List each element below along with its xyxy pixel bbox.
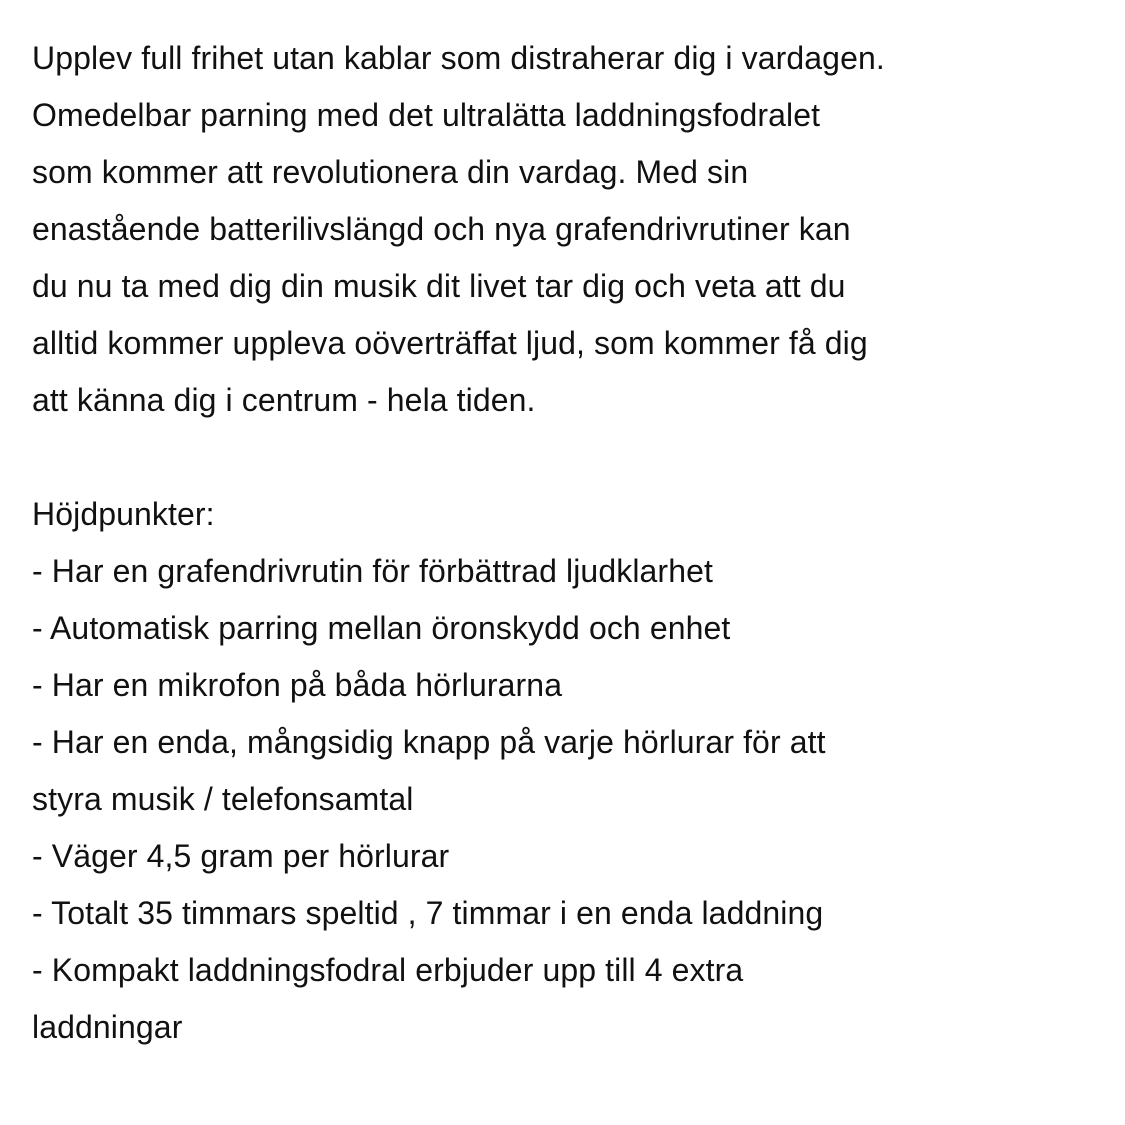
highlight-item: - Kompakt laddningsfodral erbjuder upp till 4 extra: [32, 952, 744, 988]
highlight-item-continuation: laddningar: [32, 1009, 183, 1045]
highlight-item: - Har en mikrofon på båda hörlurarna: [32, 667, 563, 703]
description-line: som kommer att revolutionera din vardag. Med sin: [32, 154, 749, 190]
description-line: du nu ta med dig din musik dit livet tar dig och veta att du: [32, 268, 846, 304]
description-line: Upplev full frihet utan kablar som distraherar dig i vardagen.: [32, 40, 885, 76]
highlight-item: - Har en grafendrivrutin för förbättrad ljudklarhet: [32, 553, 713, 589]
highlight-item: - Automatisk parring mellan öronskydd och enhet: [32, 610, 731, 646]
highlight-item-continuation: styra musik / telefonsamtal: [32, 781, 414, 817]
highlights-section: [32, 486, 1102, 1056]
description-line: enastående batterilivslängd och nya grafendrivrutiner kan: [32, 211, 851, 247]
highlight-item: - Totalt 35 timmars speltid , 7 timmar i en enda laddning: [32, 895, 824, 931]
paragraph-spacer: [32, 429, 1102, 486]
highlight-item: - Väger 4,5 gram per hörlurar: [32, 838, 450, 874]
highlights-heading: Höjdpunkter:: [32, 496, 215, 532]
product-description-document: [32, 30, 1102, 1056]
description-paragraph: [32, 30, 1102, 429]
highlight-item: - Har en enda, mångsidig knapp på varje hörlurar för att: [32, 724, 826, 760]
description-line: Omedelbar parning med det ultralätta laddningsfodralet: [32, 97, 821, 133]
description-line: alltid kommer uppleva oöverträffat ljud, som kommer få dig: [32, 325, 868, 361]
description-line: att känna dig i centrum - hela tiden.: [32, 382, 536, 418]
